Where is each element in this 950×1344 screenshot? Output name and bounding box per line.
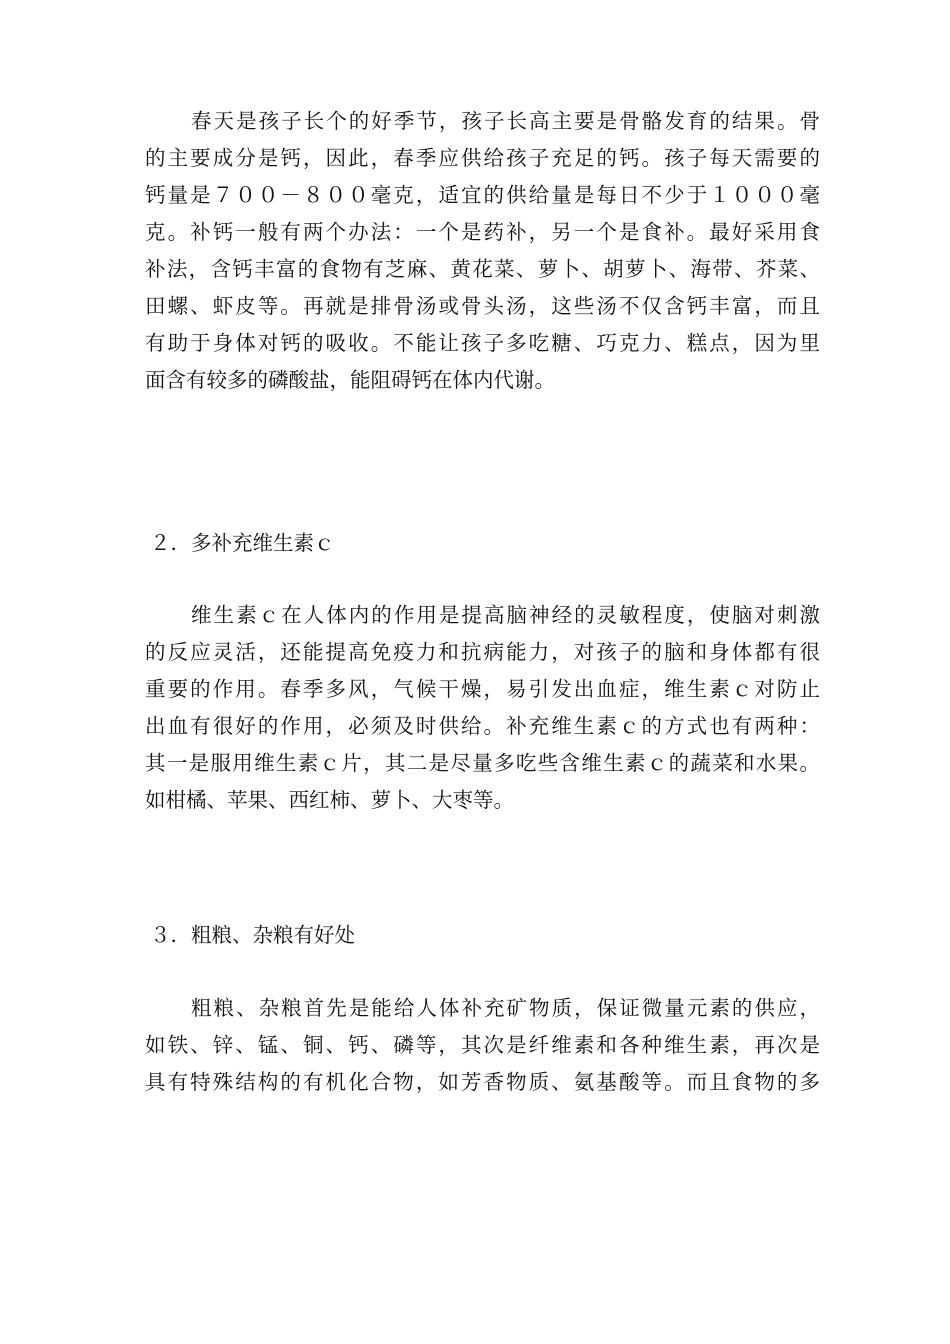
paragraph-line: 粗粮、杂粮首先是能给人体补充矿物质，保证微量元素的供应，: [191, 996, 820, 1020]
paragraph-line: 如柑橘、苹果、西红柿、萝卜、大枣等。: [145, 788, 514, 812]
section-heading-coarse-grains: [145, 917, 820, 954]
heading-text: ２．多补充维生素ｃ: [150, 531, 335, 555]
paragraph-line: 维生素ｃ在人体内的作用是提高脑神经的灵敏程度，使脑对刺激: [191, 603, 820, 627]
paragraph-line: 的反应灵活，还能提高免疫力和抗病能力，对孩子的脑和身体都有很: [145, 640, 820, 664]
paragraph-line: 重要的作用。春季多风，气候干燥，易引发出血症，维生素ｃ对防止: [145, 677, 820, 701]
paragraph-line: 如铁、锌、锰、铜、钙、磷等，其次是纤维素和各种维生素，再次是: [145, 1033, 820, 1057]
paragraph-line: 有助于身体对钙的吸收。不能让孩子多吃糖、巧克力、糕点，因为里: [145, 331, 820, 355]
paragraph-calcium: [145, 103, 820, 399]
section-heading-vitamin-c: [145, 525, 820, 562]
paragraph-line: 春天是孩子长个的好季节，孩子长高主要是骨骼发育的结果。骨: [191, 109, 820, 133]
paragraph-line: 出血有很好的作用，必须及时供给。补充维生素ｃ的方式也有两种：: [145, 714, 820, 738]
paragraph-line: 其一是服用维生素ｃ片，其二是尽量多吃些含维生素ｃ的蔬菜和水果。: [145, 751, 820, 775]
paragraph-line: 具有特殊结构的有机化合物，如芳香物质、氨基酸等。而且食物的多: [145, 1070, 820, 1094]
paragraph-line: 的主要成分是钙，因此，春季应供给孩子充足的钙。孩子每天需要的: [145, 146, 820, 170]
paragraph-coarse-grains: [145, 990, 820, 1101]
paragraph-vitamin-c: [145, 597, 820, 819]
paragraph-line: 面含有较多的磷酸盐，能阻碍钙在体内代谢。: [145, 368, 555, 392]
paragraph-line: 补法，含钙丰富的食物有芝麻、黄花菜、萝卜、胡萝卜、海带、芥菜、: [145, 257, 820, 281]
paragraph-line: 钙量是７００－８００毫克，适宜的供给量是每日不少于１０００毫: [145, 183, 820, 207]
paragraph-line: 田螺、虾皮等。再就是排骨汤或骨头汤，这些汤不仅含钙丰富，而且: [145, 294, 820, 318]
paragraph-line: 克。补钙一般有两个办法：一个是药补，另一个是食补。最好采用食: [145, 220, 820, 244]
heading-text: ３．粗粮、杂粮有好处: [150, 923, 355, 947]
